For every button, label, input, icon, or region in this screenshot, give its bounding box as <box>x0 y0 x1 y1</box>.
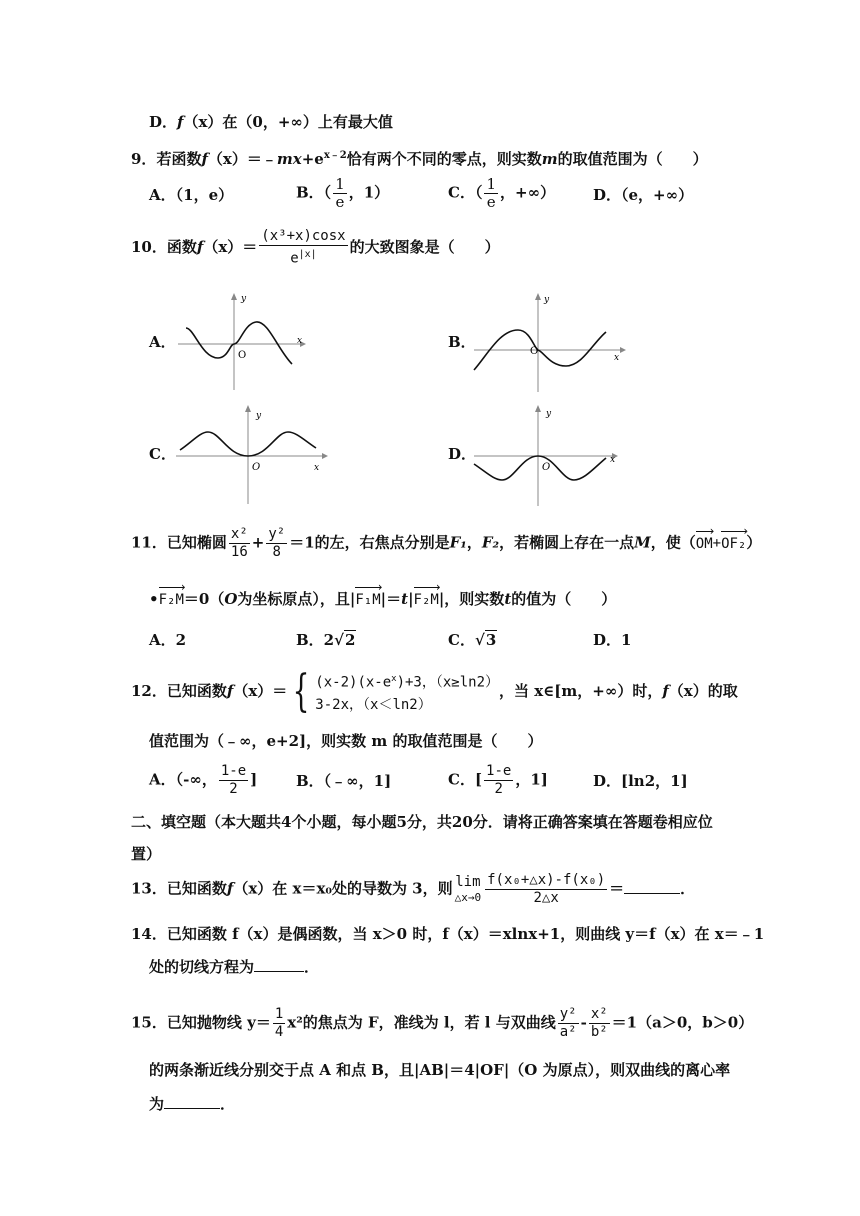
q12-option-a: A．（-∞， $\frac{1-e}{2}$ ] <box>149 763 258 797</box>
q11-option-b: B．2√2 <box>296 631 356 649</box>
q14-stem-line1: 14．已知函数 f（x）是偶函数，当 x＞0 时，f（x）＝xlnx+1，则曲线 y＝f（x）在 x＝﹣1 <box>131 925 765 943</box>
q15-stem-line3: 为 ． <box>149 1095 236 1113</box>
x-axis-label: x <box>297 336 303 346</box>
q10-option-d-label: D． <box>448 445 477 463</box>
q15-stem-line2: 的两条渐近线分别交于点 A 和点 B，且|AB|＝4|OF|（O 为原点），则双曲线的离心率 <box>149 1061 731 1079</box>
q11-stem-line2: •F₂M ›＝0（O为坐标原点），且|F₁M ›|＝t|F₂M ›|，则实数t的值为（ ） <box>149 589 616 610</box>
q10-stem: 10．函数f（x）＝ $\frac{\text{(x³+x)cosx}}{e^{|x|}}$ 的大致图象是（ ） <box>131 228 500 267</box>
y-axis-label: y <box>544 295 550 305</box>
q9-option-c: C．（ $\frac{1}{e}$ ，+∞） <box>448 175 556 211</box>
q11-stem-line1: 11．已知椭圆 $\frac{\text{x²}}{16}$ + $\frac{\text{y²}}{8}$ ＝1的左，右焦点分别是F₁，F₂，若椭圆上存在一点M，使（OM ›+OF₂ ›） <box>131 526 761 561</box>
q14-stem-line2: 处的切线方程为 ． <box>149 958 320 976</box>
q10-graph-b <box>470 288 630 394</box>
q13-answer-blank[interactable] <box>624 879 680 894</box>
y-axis-label: y <box>546 409 552 419</box>
q11-option-a: A．2 <box>149 631 187 649</box>
q12-option-c: C．[ $\frac{1-e}{2}$ ，1] <box>448 763 548 797</box>
q10-option-a-label: A． <box>149 333 176 351</box>
q9-option-a: A．（1，e） <box>149 186 234 204</box>
q14-answer-blank[interactable] <box>254 957 304 972</box>
q9-option-d: D．（e，+∞） <box>593 186 694 204</box>
q10-option-b-label: B． <box>448 333 476 351</box>
q9-stem: 9．若函数$f(x)=﹣mx+e^{x﹣2}$恰有两个不同的零点，则实数m的取值范围为（ ） <box>131 150 708 168</box>
q12-option-d: D．[ln2，1] <box>593 772 688 790</box>
q10-graph-d <box>466 400 626 508</box>
q10-graph-c <box>172 400 332 506</box>
q15-answer-blank[interactable] <box>164 1094 220 1109</box>
x-axis-label: x <box>614 353 620 363</box>
x-axis-label: x <box>314 463 320 473</box>
q12-stem-line2: 值范围为（﹣∞，e+2]，则实数 m 的取值范围是（ ） <box>149 732 543 750</box>
origin-label: O <box>542 462 551 473</box>
y-axis-label: y <box>256 411 262 421</box>
q11-option-c: C．√3 <box>448 631 497 649</box>
q15-stem-line1: 15．已知抛物线 y＝ $\frac{1}{4}$ x²的焦点为 F，准线为 l，若 l 与双曲线 $\frac{\text{y²}}{\text{a²}}$ - $\frac{\text{x²}}{\text{b²}}$ ＝1（a＞0，b＞0） <box>131 1006 754 1040</box>
origin-label: O <box>252 462 261 473</box>
q13-stem: 13．已知函数f（x）在 x＝x₀处的导数为 3，则 lim △x→0 $\frac{\text{f(x₀+△x)-f(x₀)}}{2\triangle x}$ ＝ ． <box>131 872 696 906</box>
x-axis-label: x <box>610 455 616 465</box>
q12-option-b: B．（﹣∞，1] <box>296 772 392 790</box>
section-2-heading-cont: 置） <box>131 845 162 863</box>
q12-stem-line1: 12．已知函数f（x）＝ { $(x-2)(x-e^x)+3$，（x≥ln2） 3-2x，（x＜ln2） ，当 x∈[m，+∞）时，f（x）的取 <box>131 665 738 717</box>
q10-option-c-label: C． <box>149 445 176 463</box>
section-2-heading: 二、填空题（本大题共4个小题，每小题5分，共20分．请将正确答案填在答题卷相应位 <box>131 813 713 831</box>
q11-option-d: D．1 <box>593 631 632 649</box>
origin-label: O <box>530 346 539 357</box>
y-axis-label: y <box>241 294 247 304</box>
q9-option-b: B．（ $\frac{1}{e}$ ，1） <box>296 175 390 211</box>
q8-option-d: D．f（x）在（0，+∞）上有最大值 <box>149 113 393 131</box>
origin-label: O <box>238 350 247 361</box>
q10-graph-a <box>172 288 312 394</box>
